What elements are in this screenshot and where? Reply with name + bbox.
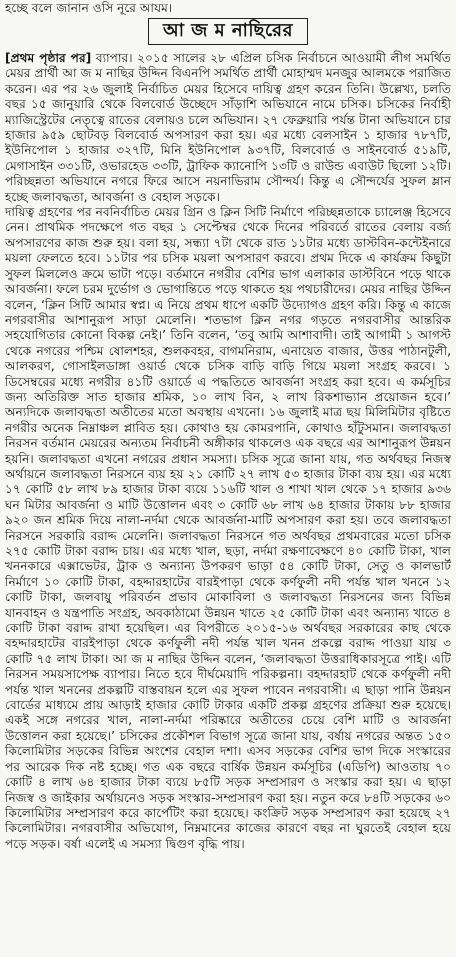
continuation-label: [প্রথম পৃষ্ঠার পর] (5, 51, 92, 65)
article-body (5, 51, 451, 852)
previous-article-end: হচ্ছে বলে জানান ওসি নূরে আযম। (5, 1, 173, 15)
article-paragraph (5, 51, 451, 205)
paragraph-text: ব্যাপার। ২০১৫ সালের ২৮ এপ্রিল চসিক নির্বাচনে আওয়ামী লীগ সমর্থিত মেয়র প্রার্থী আ জ ম নাছির উদ্দিন বিএনপি সমর্থিত প্রার্থী মোহাম্মদ মনজুর আলমকে পরাজিত করেন। এর পর ২৬ জুলাই নির্বাচিত মেয়র হিসেবে দায়িত্ব গ্রহণ করেন তিনি। উল্লেখ্য, চলতি বছর ১৫ জানুয়ারি থেকে বিলবোর্ড উচ্ছেদে সাঁড়াশি অভিযানে নামে চসিক। চসিকের নির্বাহী ম্যাজিস্ট্রেটের নেতৃত্বে রাতের বেলায়ও চলে অভিযান। ২৭ ফেব্রুয়ারি পর্যন্ত টানা অভিযানে চার হাজার ৯৫৯ ছোটবড় বিলবোর্ড অপসারণ করা হয়। এর মধ্যে বেলসাইন ১ হাজার ৭৮৭টি, ইউনিপোল ১ হাজার ৩২৭টি, মিনি ইউনিপোল ৯৩৭টি, বিলবোর্ড ও সাইনবোর্ড ৫১৯টি, মেগাসাইন ৩৩১টি, ওভারহেড ৩৩টি, ট্রাফিক ক্যানোপি ১৩টি ও রাউন্ড এবাউট ছিলো ১২টি। পরিচ্ছন্নতা অভিযানে নগরে ফিরে আসে নয়নাভিরাম সৌন্দর্য। কিন্তু এ সৌন্দর্যের সুফল ম্লান হচ্ছে জলাবদ্ধতা, আবর্জনা ও বেহাল সড়কে। (5, 51, 452, 204)
headline-wrap (5, 18, 451, 45)
article-paragraph: দায়িত্ব গ্রহণের পর নবনির্বাচিত মেয়র গ্রিন ও ক্লিন সিটি নির্মাণে পরিচ্ছন্নতাকে চ্যালেঞ্জ হিসেবে নেন। প্রাথমিক পদক্ষেপে গত বছর ১ সেপ্টেম্বর থেকে দিনের পরিবর্তে রাতের বেলায় বর্জ্য অপসারণের কাজ শুরু হয়। বলা হয়, সন্ধ্যা ৭টা থেকে রাত ১১টার মধ্যে ডাস্টবিন-কন্টেইনারে ময়লা ফেলতে হবে। ১১টার পর চসিক ময়লা অপসারণ করবে। প্রথম দিকে এ কার্যক্রম কিছুটা সুফল মিললেও ক্রমে ভাটা পড়ে। বর্তমানে নগরীর বেশির ভাগ এলাকার ডাস্টবিনে পড়ে থাকে আবর্জনা। ফলে চরম দুর্ভোগ ও ভোগান্তিতে পড়ে থাকতে হয় পথচারীদের। মেয়র নাছির উদ্দিন বলেন, ‘ক্লিন সিটি আমার স্বপ্ন। এ নিয়ে প্রথম ধাপে একটি উদ্যোগও গ্রহণ করি। কিন্তু এ কাজে নগরবাসীর আশানুরূপ সাড়া মেলেনি। শতভাগ ক্লিন নগর গড়তে নগরবাসীর আন্তরিক সহযোগিতার কোনো বিকল্প নেই।’ তিনি বলেন, ‘তবু আমি আশাবাদী। তাই আগামী ১ আগস্ট থেকে নগরের পশ্চিম ষোলশহর, শুলকবহর, বাগমনিরাম, এনায়েত বাজার, উত্তর পাঠানটুলী, আলকরণ, গোসাইলডাঙ্গা ওয়ার্ড থেকে চসিক বাড়ি বাড়ি গিয়ে ময়লা সংগ্রহ করবে। ১ ডিসেম্বরের মধ্যে নগরীর ৪১টি ওয়ার্ডে এ পদ্ধতিতে আবর্জনা সংগ্রহ করা হবে। এ কর্মসূচির জন্য অতিরিক্ত সাত হাজার শ্রমিক, ১০ লাখ বিন, ২ লাখ রিকশাভ্যান প্রয়োজন হবে।’ অন্যদিকে জলাবদ্ধতা অতীতের মতো অবস্থায় এখনো। ১৬ জুলাই মাত্র ছয় মিলিমিটার বৃষ্টিতে নগরীর অনেক নিম্নাঞ্চল প্লাবিত হয়। কোথাও হয় কোমরপানি, কোথাও হাঁটুসমান। জলাবদ্ধতা নিরসন বর্তমান মেয়রের অন্যতম নির্বাচনী অঙ্গীকার থাকলেও এক বছরে এর আশানুরূপ উন্নয়ন হয়নি। জলাবদ্ধতা এখনো নগরের প্রধান সমস্যা। চসিক সূত্রে জানা যায়, গত অর্থবছর নিজস্ব অর্থায়নে জলাবদ্ধতা নিরসনে ব্যয় হয় ২১ কোটি ২৭ লাখ ৫৩ হাজার টাকা ব্যয় হয়। এর মধ্যে ১৭ কোটি ৫৮ লাখ ৮৯ হাজার টাকা ব্যয়ে ১১৬টি খাল ও শাখা খাল থেকে ১৭ হাজার ৯৩৬ ঘন মিটার আবর্জনা ও মাটি উত্তোলন এবং ৩ কোটি ৬৮ লাখ ৬৪ হাজার টাকায় ৮৮ হাজার ৯২০ জন শ্রমিক দিয়ে নালা-নর্দমা থেকে আবর্জনা-মাটি অপসারণ করা হয়। তবে জলাবদ্ধতা নিরসনে সরকারি বরাদ্দ মেলেনি। জলাবদ্ধতা নিরসনে গত অর্থবছর প্রথমবারের মতো চসিক ২৭৫ কোটি টাকা বরাদ্দ চায়। এর মধ্যে খাল, ছড়া, নর্দমা রক্ষণাবেক্ষণে ৪০ কোটি টাকা, খাল খননকারে এক্সাভেটর, ট্রাক ও অন্যান্য উপকরণ ভাড়া ৫৪ কোটি টাকা, সেতু ও কালভার্ট নির্মাণে ১০ কোটি টাকা, বহদ্দারহাটের বারইপাড়া থেকে কর্ণফুলী নদী পর্যন্ত খাল খননে ১২ কোটি টাকা, জলবায়ু পরিবর্তন প্রভাব মোকাবিলা ও জলাবদ্ধতা নিরসনের জন্য বিভিন্ন যানবাহন ও যন্ত্রপাতি সংগ্রহ, অবকাঠামো উন্নয়ন খাতে ২৫ কোটি টাকা এবং অন্যান্য খাতে ৪ কোটি টাকা বরাদ্দ রাখা হয়েছিল। এর বিপরীতে ২০১৫-১৬ অর্থবছর সরকারের কাছ থেকে বহদ্দারহাটের বারইপাড়া থেকে কর্ণফুলী নদী পর্যন্ত খাল খনন প্রকল্পে বরাদ্দ পাওয়া যায় ৩ কোটি ৭৫ লাখ টাকা। আ জ ম নাছির উদ্দিন বলেন, ‘জলাবদ্ধতা উত্তরাধিকারসূত্রে পাই। এটি নিরসন সময়সাপেক্ষ ব্যাপার। নিতে হবে দীর্ঘমেয়াদি পরিকল্পনা। বহদ্দারহাট থেকে কর্ণফুলী নদী পর্যন্ত খাল খননের প্রকল্পটি বাস্তবায়ন হলে এর সুফল পাবেন নগরবাসী। এ ছাড়া পানি উন্নয়ন বোর্ডের মাধ্যমে প্রায় আড়াই হাজার কোটি টাকার একটি প্রকল্প গ্রহণের প্রক্রিয়া শুরু হয়েছে। একই সঙ্গে নগরের খাল, নালা-নর্দমা পরিষ্কারে অতীতের চেয়ে বেশি মাটি ও আবর্জনা উত্তোলন করা হয়েছে।’ চসিকের প্রকৌশল বিভাগ সূত্রে জানা যায়, বর্ষায় নগরের অন্তত ১৫০ কিলোমিটার সড়কের বিভিন্ন অংশের বেহাল দশা। এসব সড়কের বেশির ভাগ দিকে সংস্কারের পর আরেক দিক নষ্ট হচ্ছে। গত এক বছরে বার্ষিক উন্নয়ন কর্মসূচির (এডিপি) আওতায় ৭০ কোটি ৪ লাখ ৬৪ হাজার টাকা ব্যয়ে ৮৫টি সড়ক সম্প্রসারণ ও সংস্কার করা হয়। এ ছাড়া নিজস্ব ও জাইকার অর্থায়নেও সড়ক সংস্কার-সম্প্রসারণ করা হয়। নতুন করে ৮৪টি সড়কের ৬০ কিলোমিটার সম্প্রসারণ করে কার্পেটিং করা হয়েছে। কংক্রিট সড়ক সম্প্রসারণ করা হয়েছে ২৭ কিলোমিটার। নগরবাসীর অভিযোগ, নিম্নমানের কাজের কারণে বছর না ঘুরতেই বেহাল হয়ে পড়ে সড়ক। বর্ষা এলেই এ সমস্যা দ্বিগুণ বৃদ্ধি পায়। (5, 205, 451, 851)
headline: আ জ ম নাছিরের (148, 18, 308, 45)
